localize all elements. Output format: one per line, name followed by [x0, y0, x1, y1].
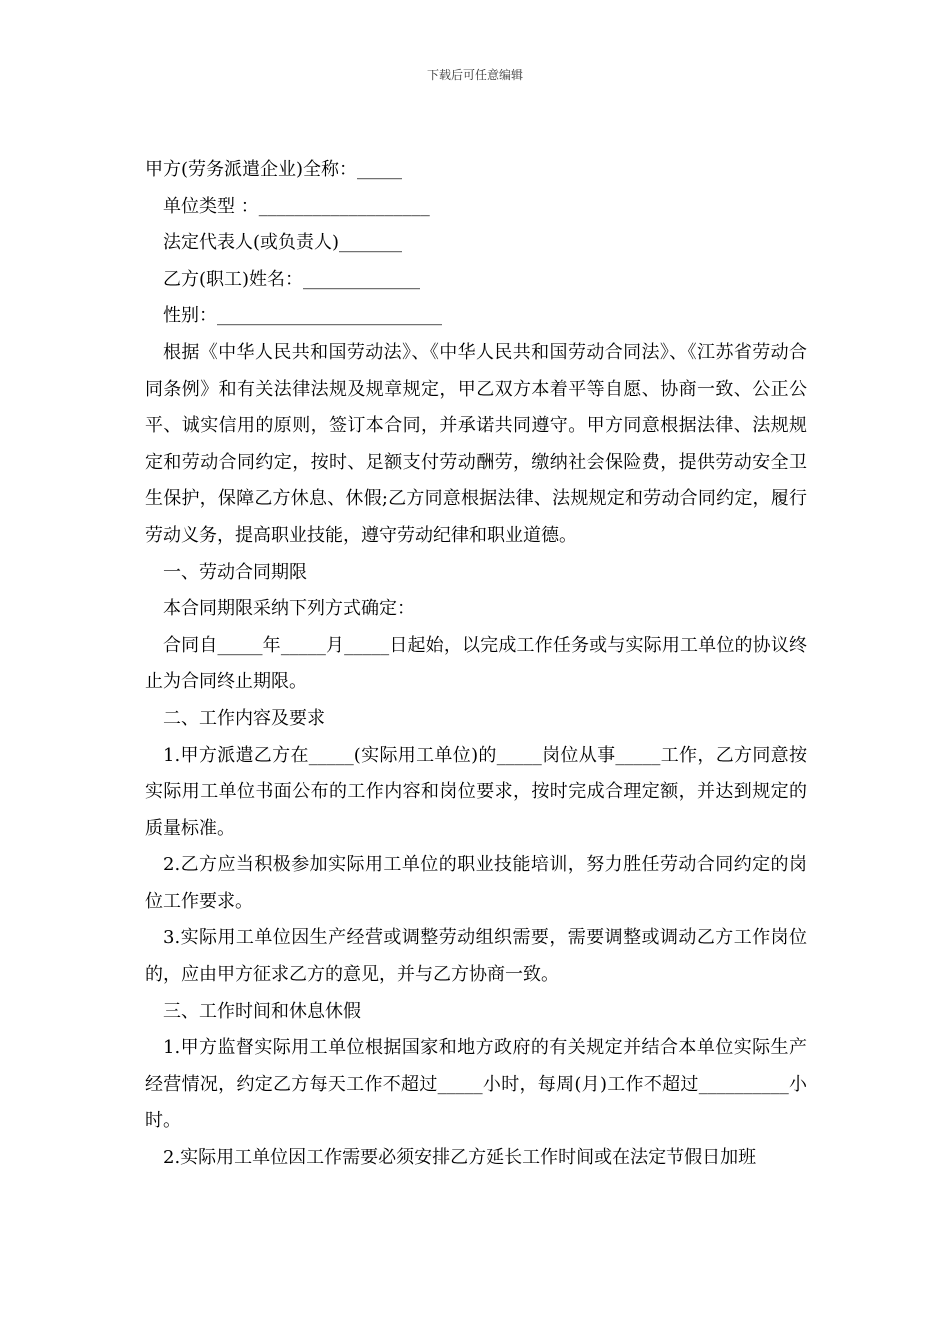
- unit-type-field: 单位类型 ：___________________: [163, 195, 430, 217]
- section-2-para-3: 3.实际用工单位因生产经营或调整劳动组织需要，需要调整或调动乙方工作岗位的，应由甲方征求乙方的意见，并与乙方协商一致。: [145, 927, 807, 986]
- section-3-para-1: 1.甲方监督实际用工单位根据国家和地方政府的有关规定并结合本单位实际生产经营情况，约定乙方每天工作不超过_____小时，每周(月)工作不超过__________小时。: [145, 1037, 807, 1132]
- section-3-heading: 三、工作时间和休息休假: [163, 1000, 361, 1022]
- section-2-heading: 二、工作内容及要求: [163, 707, 325, 729]
- page-header: 下载后可任意编辑: [426, 68, 523, 82]
- party-b-field: 乙方(职工)姓名：_____________: [163, 268, 421, 290]
- section-1-para-1: 本合同期限采纳下列方式确定：: [163, 598, 415, 620]
- section-2-para-1: 1.甲方派遣乙方在_____(实际用工单位)的_____岗位从事_____工作，乙方同意按实际用工单位书面公布的工作内容和岗位要求，按时完成合理定额，并达到规定的质量标准。: [145, 744, 807, 839]
- section-2-para-2: 2.乙方应当积极参加实际用工单位的职业技能培训，努力胜任劳动合同约定的岗位工作要求。: [145, 854, 807, 912]
- preamble-paragraph: 根据《中华人民共和国劳动法》、《中华人民共和国劳动合同法》、《江苏省劳动合同条例》和有关法律法规及规章规定，甲乙双方本着平等自愿、协商一致、公正公平、诚实信用的原则，签订本合同，并承诺共同遵守。甲方同意根据法律、法规规定和劳动合同约定，按时、足额支付劳动酬劳，缴纳社会保险费，提供劳动安全卫生保护，保障乙方休息、休假;乙方同意根据法律、法规规定和劳动合同约定，履行劳动义务，提高职业技能，遵守劳动纪律和职业道德。: [145, 341, 807, 546]
- section-3-para-2: 2.实际用工单位因工作需要必须安排乙方延长工作时间或在法定节假日加班: [163, 1147, 757, 1169]
- gender-field: 性别：_________________________: [163, 305, 442, 327]
- section-1-heading: 一、劳动合同期限: [163, 561, 307, 583]
- contract-body: [145, 152, 807, 1177]
- legal-rep-field: 法定代表人(或负责人)_______: [163, 232, 403, 254]
- section-1-para-2: 合同自_____年_____月_____日起始，以完成工作任务或与实际用工单位的协议终止为合同终止期限。: [145, 634, 807, 693]
- party-a-field: 甲方(劳务派遣企业)全称：_____: [145, 159, 403, 180]
